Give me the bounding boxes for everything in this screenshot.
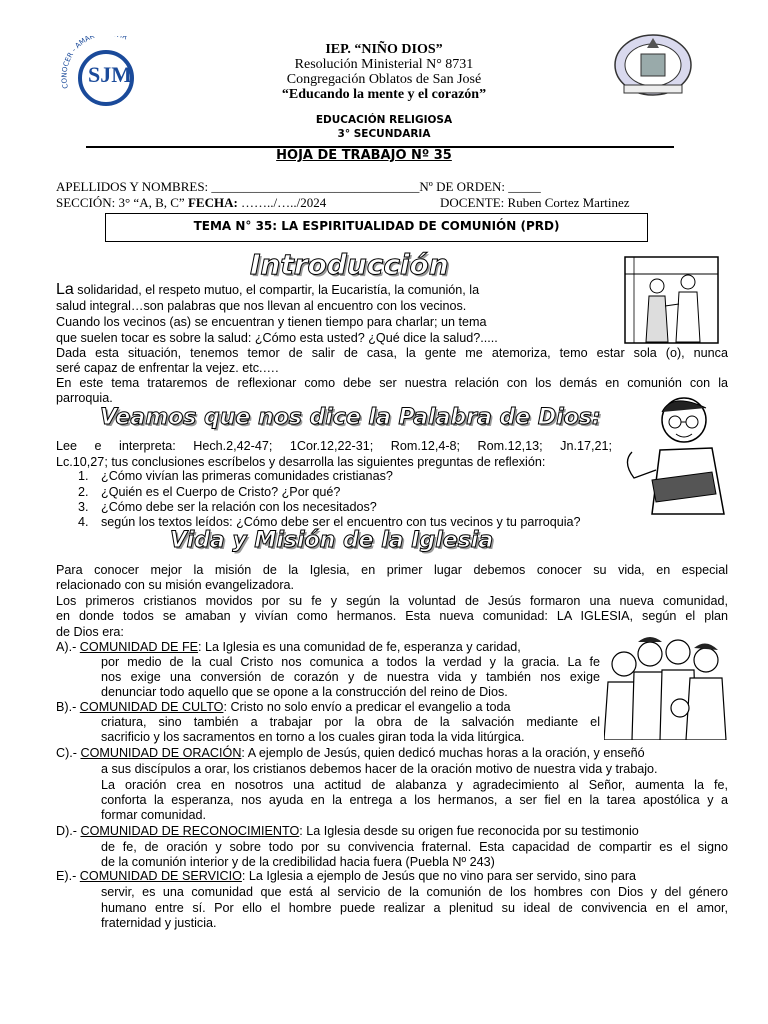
item-e-line-2: servir, es una comunidad que está al servicio de la comunión de los hombres con Dios y del género bbox=[101, 885, 728, 899]
mission-p2-line-3: de Dios era: bbox=[56, 625, 124, 639]
subject: EDUCACIÓN RELIGIOSA bbox=[315, 114, 453, 126]
intro-line-5: Dada esta situación, tenemos temor de salir de casa, la gente me atemoriza, temo estar sola (o), nunca bbox=[56, 346, 728, 360]
intro-line-7: En este tema trataremos de reflexionar como debe ser nuestra relación con los demás en comunión con la bbox=[56, 376, 728, 390]
item-d-line-2: de fe, de oración y sobre todo por su convivencia fraternal. Esta capacidad de compartir es el signo bbox=[101, 840, 728, 854]
mission-p2-line-2: en donde todos se amaban y vivían como hermanos. Esta nueva comunidad: LA IGLESIA, según el plan bbox=[56, 609, 728, 623]
word-line-1: Lee e interpreta: Hech.2,42-47; 1Cor.12,22-31; Rom.12,4-8; Rom.12,13; Jn.17,21; bbox=[56, 439, 612, 453]
item-a-label: COMUNIDAD DE FE bbox=[79, 640, 199, 654]
item-c-line-2: a sus discípulos a orar, los cristianos debemos hacer de la oración motivo de nuestra vida y trabajo. bbox=[101, 762, 658, 776]
item-c-first-line: C).- COMUNIDAD DE ORACIÓN: A ejemplo de Jesús, quien dedicó muchas horas a la oración, y enseñó bbox=[56, 746, 645, 760]
item-a-line-4: denunciar todo aquello que se opone a la construcción del reino de Dios. bbox=[101, 685, 508, 699]
intro-dropcap: La bbox=[56, 281, 74, 298]
intro-line-6: seré capaz de enfrentar la vejez. etc.…. bbox=[56, 361, 279, 375]
teacher: DOCENTE: Ruben Cortez Martinez bbox=[440, 195, 630, 210]
intro-line-1: La solidaridad, el respeto mutuo, el compartir, la Eucaristía, la comunión, la bbox=[56, 281, 480, 298]
word-heading: Veamos que nos dice la Palabra de Dios: bbox=[100, 405, 601, 430]
item-b-line-2: criatura, sino también a trabajar por la obra de la salvación mediante el bbox=[101, 715, 600, 729]
intro-heading: Introducción bbox=[250, 248, 449, 281]
item-e-label: COMUNIDAD DE SERVICIO bbox=[79, 869, 242, 883]
item-e-line-3: humano entre sí. Por ello el hombre puede realizar a plenitud su ideal de convivencia en el amor, bbox=[101, 901, 728, 915]
item-b-first-line: B).- COMUNIDAD DE CULTO: Cristo no solo envío a predicar el evangelio a toda bbox=[56, 700, 511, 714]
logo-letters: SJM bbox=[88, 62, 132, 87]
section-value[interactable]: 3° “A, B, C” bbox=[118, 195, 185, 210]
question-4: según los textos leídos: ¿Cómo debe ser el encuentro con tus vecinos y tu parroquia? bbox=[101, 515, 581, 529]
intro-line-3: Cuando los vecinos (as) se encuentran y tienen tiempo para charlar; un tema bbox=[56, 315, 487, 329]
question-number-3: 3. bbox=[78, 500, 89, 514]
worksheet-title: HOJA DE TRABAJO Nº 35 bbox=[276, 148, 452, 163]
intro-line-4: que suelen tocar es sobre la salud: ¿Cómo esta usted? ¿Qué dice la salud?..... bbox=[56, 331, 498, 345]
neighbors-illustration bbox=[624, 256, 719, 344]
resolution: Resolución Ministerial N° 8731 bbox=[294, 57, 474, 72]
reader-illustration bbox=[612, 390, 730, 515]
grade: 3° SECUNDARIA bbox=[337, 128, 431, 140]
item-c-line-4: conforta la esperanza, nos ayuda en la entrega a los hermanos, a ser fiel en la tarea apostólica y a bbox=[101, 793, 728, 807]
item-a-line-3: nos exige una conversión de corazón y de nuestra vida y también nos exige bbox=[101, 670, 600, 684]
topic-title: TEMA N° 35: LA ESPIRITUALIDAD DE COMUNIÓN (PRD) bbox=[193, 219, 560, 233]
motto: “Educando la mente y el corazón” bbox=[281, 87, 487, 102]
section-row bbox=[56, 195, 326, 211]
intro-line-8: parroquia. bbox=[56, 391, 113, 405]
section-label: SECCIÓN: bbox=[56, 195, 116, 210]
question-2: ¿Quién es el Cuerpo de Cristo? ¿Por qué? bbox=[101, 485, 341, 499]
question-number-1: 1. bbox=[78, 469, 89, 483]
item-e-line-4: fraternidad y justicia. bbox=[101, 916, 217, 930]
item-d-label: COMUNIDAD DE RECONOCIMIENTO bbox=[80, 824, 300, 838]
item-b-line-3: sacrificio y los sacramentos en torno a los cuales giran toda la vida litúrgica. bbox=[101, 730, 525, 744]
item-c-label: COMUNIDAD DE ORACIÓN bbox=[80, 746, 242, 760]
item-d-first-line: D).- COMUNIDAD DE RECONOCIMIENTO: La Iglesia desde su origen fue reconocida por su testimonio bbox=[56, 824, 639, 838]
congregation: Congregación Oblatos de San José bbox=[286, 72, 482, 87]
mission-heading: Vida y Misión de la Iglesia bbox=[170, 528, 494, 553]
item-c-line-5: formar comunidad. bbox=[101, 808, 206, 822]
item-e-first-line: E).- COMUNIDAD DE SERVICIO: La Iglesia a ejemplo de Jesús que no vino para ser servido, sino para bbox=[56, 869, 637, 883]
mission-p1-line-1: Para conocer mejor la misión de la Iglesia, en primer lugar debemos conocer su vida, en especial bbox=[56, 563, 728, 577]
question-3: ¿Cómo debe ser la relación con los necesitados? bbox=[101, 500, 377, 514]
question-1: ¿Cómo vivían las primeras comunidades cristianas? bbox=[101, 469, 393, 483]
word-line-2: Lc.10,27; tus conclusiones escríbelos y desarrolla las siguientes preguntas de reflexión: bbox=[56, 455, 546, 469]
item-a-first-line: A).- COMUNIDAD DE FE: La Iglesia es una comunidad de fe, esperanza y caridad, bbox=[56, 640, 521, 654]
school-name: IEP. “NIÑO DIOS” bbox=[325, 42, 443, 57]
date-value[interactable]: ……../…../2024 bbox=[241, 195, 327, 210]
names-field[interactable]: APELLIDOS Y NOMBRES: ________________________________Nº DE ORDEN: _____ bbox=[56, 179, 541, 194]
logo-motto: CONOCER - AMAR R bbox=[60, 36, 129, 90]
question-number-4: 4. bbox=[78, 515, 89, 529]
date-label: FECHA: bbox=[187, 195, 238, 210]
mission-p2-line-1: Los primeros cristianos movidos por su fe y según la voluntad de Jesús formaron una nueva comunidad, bbox=[56, 594, 728, 608]
community-illustration bbox=[604, 630, 728, 740]
mission-p1-line-2: relacionado con su misión evangelizadora. bbox=[56, 578, 295, 592]
item-a-line-2: por medio de la cual Cristo nos comunica a todos la verdad y la gracia. La fe bbox=[101, 655, 600, 669]
item-c-line-3: La oración crea en nosotros una actitud de alabanza y agradecimiento al Señor, aumenta la fe, bbox=[101, 778, 728, 792]
question-number-2: 2. bbox=[78, 485, 89, 499]
item-d-line-3: de la comunión interior y de la credibilidad hacia fuera (Puebla Nº 243) bbox=[101, 855, 495, 869]
intro-line-2: salud integral…son palabras que nos llevan al encuentro con los vecinos. bbox=[56, 299, 467, 313]
item-b-label: COMUNIDAD DE CULTO bbox=[79, 700, 224, 714]
